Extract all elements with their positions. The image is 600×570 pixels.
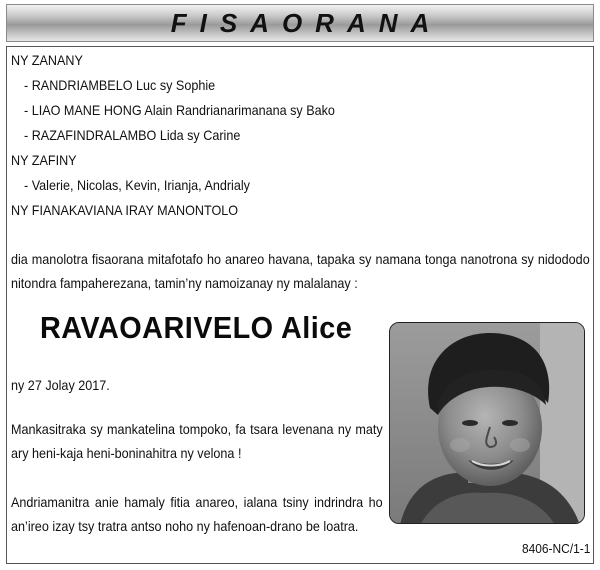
portrait-photo: [389, 322, 585, 524]
death-date: ny 27 Jolay 2017.: [11, 377, 110, 393]
children-item: - RAZAFINDRALAMBO Lida sy Carine: [24, 127, 241, 143]
notice-title: FISAORANA: [170, 7, 443, 38]
extended-family-heading: NY FIANAKAVIANA IRAY MANONTOLO: [11, 202, 239, 218]
grandchildren-item: - Valerie, Nicolas, Kevin, Irianja, Andrialy: [24, 177, 250, 193]
thanks-paragraph: Mankasitraka sy mankatelina tompoko, fa tsara levenana ny maty ary heni-kaja heni-boninahitra ny velona !: [11, 421, 383, 461]
blessing-paragraph: Andriamanitra anie hamaly fitia anareo, ialana tsiny indrindra ho an’ireo izay tsy tratra antso noho ny hafenoan-drano be loatra.: [11, 494, 383, 534]
children-heading: NY ZANANY: [11, 52, 83, 68]
grandchildren-heading: NY ZAFINY: [11, 152, 77, 168]
children-item: - LIAO MANE HONG Alain Randrianarimanana sy Bako: [24, 102, 335, 118]
children-item: - RANDRIAMBELO Luc sy Sophie: [24, 77, 216, 93]
portrait-image: [390, 323, 585, 524]
intro-paragraph: dia manolotra fisaorana mitafotafo ho anareo havana, tapaka sy namana tonga nanotrona sy nidododo nitondra fampaherezana, tamin’ny namoizanay ny malalanay :: [11, 251, 590, 291]
reference-code: 8406-NC/1-1: [521, 541, 590, 556]
title-banner: [6, 4, 594, 42]
deceased-name: RAVAOARIVELO Alice: [40, 310, 353, 345]
